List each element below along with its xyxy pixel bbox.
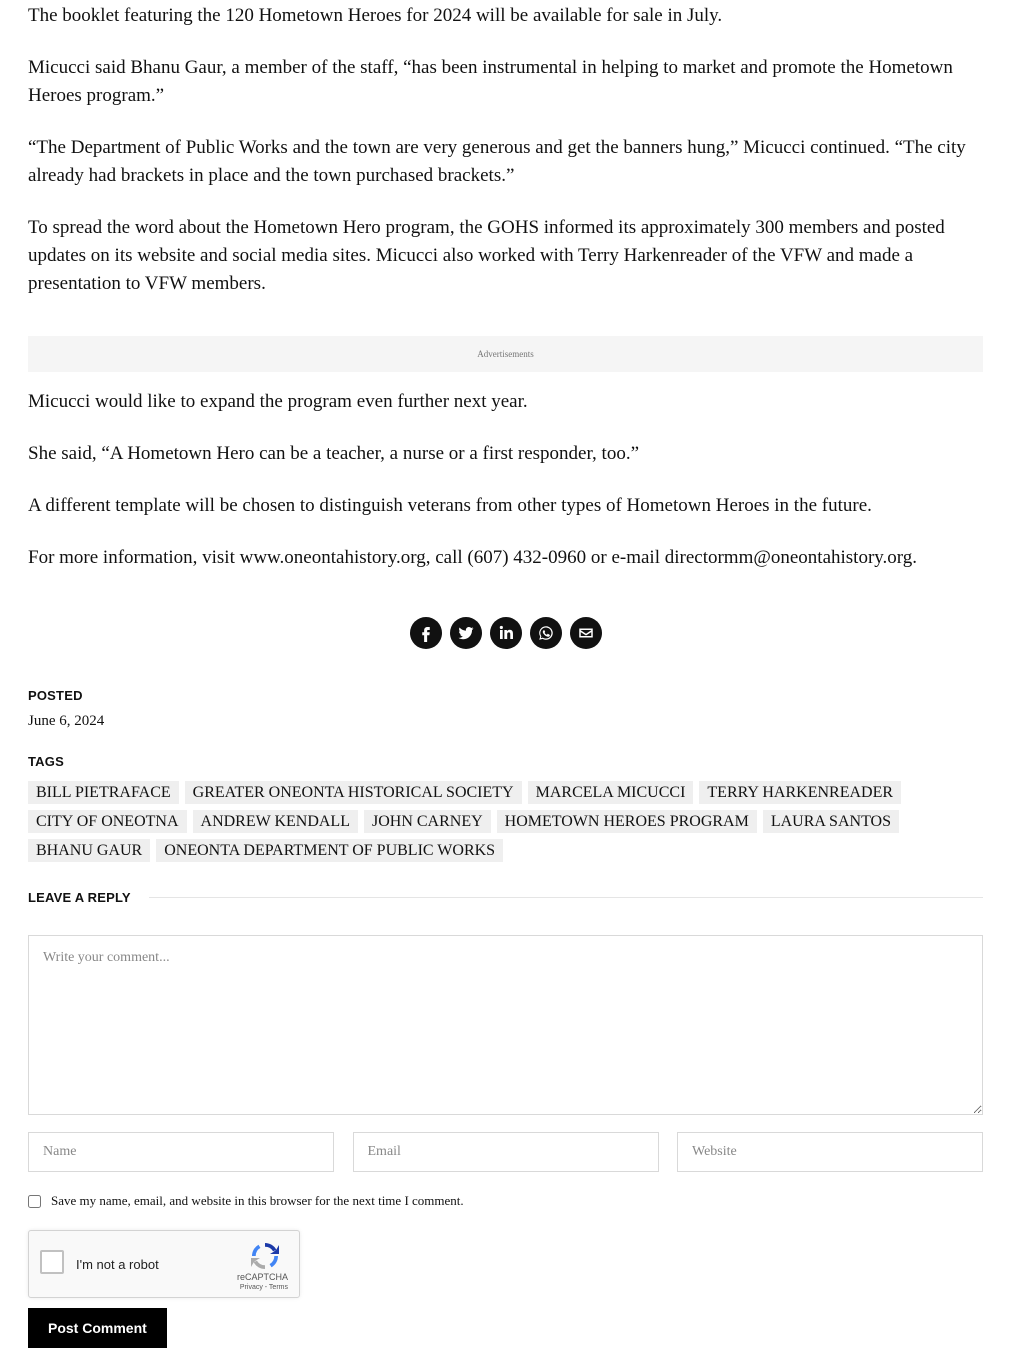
linkedin-share-button[interactable] (490, 617, 522, 649)
save-info-row (28, 1193, 983, 1209)
whatsapp-icon (537, 624, 555, 642)
save-info-checkbox[interactable] (28, 1195, 41, 1208)
article-paragraph: Micucci would like to expand the program even further next year. (28, 391, 528, 412)
recaptcha-label: I'm not a robot (76, 1257, 159, 1272)
article-paragraph: For more information, visit www.oneontahistory.org, call (607) 432-0960 or e-mail directormm@oneontahistory.org. (28, 547, 918, 568)
advertisement-label: Advertisements (477, 349, 534, 359)
recaptcha-brand: reCAPTCHA (236, 1272, 288, 1282)
recaptcha-icon (249, 1240, 281, 1272)
article-paragraph: Micucci said Bhanu Gaur, a member of the staff, “has been instrumental in helping to market and promote the Hometown Heroes program.” (28, 57, 953, 106)
tag-link[interactable]: ANDREW KENDALL (193, 810, 358, 833)
article-container (28, 0, 983, 1348)
recaptcha-links[interactable]: Privacy - Terms (239, 1284, 288, 1291)
tag-link[interactable]: JOHN CARNEY (364, 810, 491, 833)
post-meta (28, 688, 983, 868)
recaptcha-widget (28, 1230, 300, 1298)
tag-link[interactable]: CITY OF ONEOTNA (28, 810, 187, 833)
website-input[interactable] (677, 1132, 983, 1172)
advertisement-slot (28, 336, 983, 372)
save-info-label: Save my name, email, and website in this browser for the next time I comment. (51, 1193, 464, 1208)
article-paragraph: To spread the word about the Hometown Hero program, the GOHS informed its approximately 300 members and posted updates on its website and social media sites. Micucci also worked with Terry Harkenreader of the VFW and made a presentation to VFW members. (28, 217, 945, 294)
name-input[interactable] (28, 1132, 334, 1172)
tag-link[interactable]: HOMETOWN HEROES PROGRAM (497, 810, 757, 833)
whatsapp-share-button[interactable] (530, 617, 562, 649)
tag-link[interactable]: MARCELA MICUCCI (528, 781, 694, 804)
tags-label: TAGS (28, 754, 64, 769)
email-share-button[interactable] (570, 617, 602, 649)
post-comment-button[interactable]: Post Comment (28, 1308, 167, 1348)
article-paragraph: She said, “A Hometown Hero can be a teacher, a nurse or a first responder, too.” (28, 443, 640, 464)
facebook-icon (417, 624, 435, 642)
email-input[interactable] (353, 1132, 659, 1172)
posted-date: June 6, 2024 (28, 713, 105, 729)
twitter-icon (457, 624, 475, 642)
article-body-bottom (28, 388, 983, 572)
tag-link[interactable]: GREATER ONEONTA HISTORICAL SOCIETY (185, 781, 522, 804)
twitter-share-button[interactable] (450, 617, 482, 649)
posted-label: POSTED (28, 688, 83, 703)
recaptcha-checkbox[interactable] (40, 1250, 64, 1274)
tag-link[interactable]: BHANU GAUR (28, 839, 150, 862)
reply-header (28, 890, 983, 905)
facebook-share-button[interactable] (410, 617, 442, 649)
article-paragraph: “The Department of Public Works and the town are very generous and get the banners hung,” Micucci continued. “The city already had brackets in place and the town purchased brackets.” (28, 137, 966, 186)
reply-divider (149, 897, 983, 898)
tag-link[interactable]: LAURA SANTOS (763, 810, 899, 833)
tag-link[interactable]: ONEONTA DEPARTMENT OF PUBLIC WORKS (156, 839, 503, 862)
tag-link[interactable]: BILL PIETRAFACE (28, 781, 179, 804)
article-body-top (28, 0, 983, 298)
article-paragraph: A different template will be chosen to distinguish veterans from other types of Hometown Heroes in the future. (28, 495, 872, 516)
email-icon (577, 624, 595, 642)
linkedin-icon (497, 624, 515, 642)
comment-form (28, 935, 983, 1348)
tag-list (28, 781, 928, 868)
article-paragraph: The booklet featuring the 120 Hometown Heroes for 2024 will be available for sale in July. (28, 5, 723, 26)
comment-textarea[interactable] (28, 935, 983, 1115)
reply-heading: LEAVE A REPLY (28, 890, 131, 905)
tag-link[interactable]: TERRY HARKENREADER (699, 781, 901, 804)
author-fields (28, 1132, 983, 1172)
share-bar (28, 617, 983, 649)
